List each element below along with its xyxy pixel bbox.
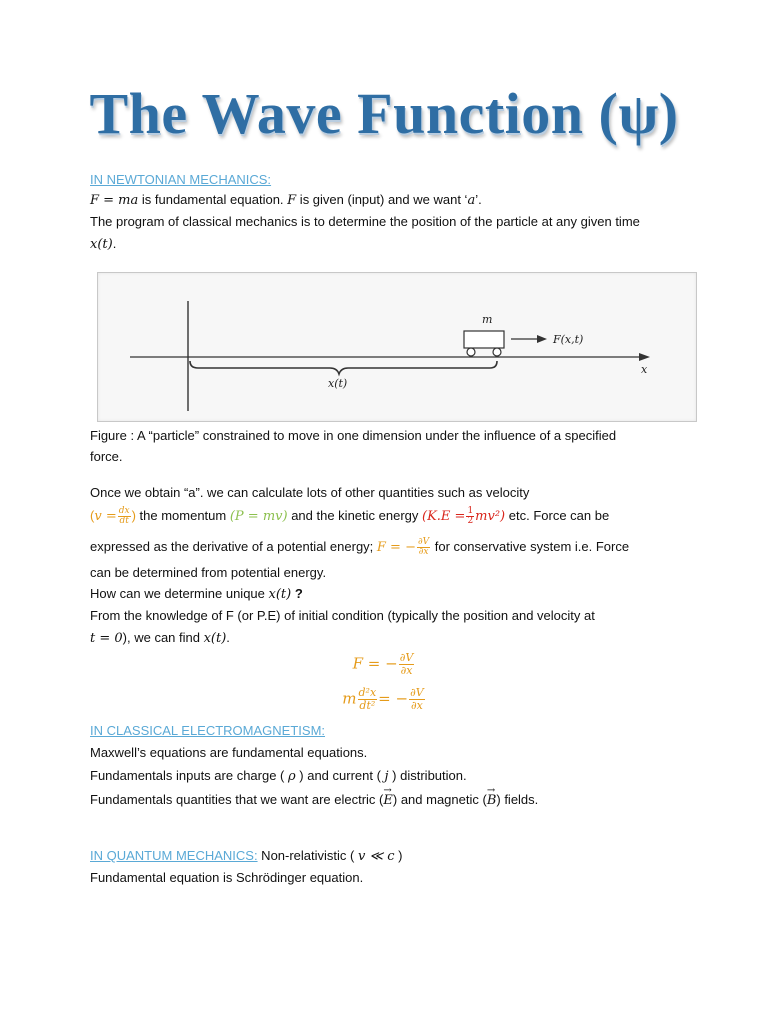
quantities-line-2 (90, 507, 609, 526)
question-mark: ? (291, 586, 303, 601)
cart-body (464, 331, 504, 348)
newton-second-law-equation (0, 687, 768, 712)
text: is fundamental equation. (138, 192, 288, 207)
text: How can we determine unique (90, 586, 269, 601)
frac-den: ∂x (410, 699, 423, 712)
period: . (112, 236, 117, 251)
text: the momentum (135, 508, 230, 523)
frac-num: dx (118, 506, 130, 517)
text: ), we can find (122, 630, 204, 645)
quantities-line-7 (90, 629, 230, 648)
eq-mid: = − (378, 689, 409, 708)
force-label: F(x,t) (553, 333, 584, 346)
text: is given (input) and we want ‘ (296, 192, 468, 207)
frac-num: ∂V (417, 537, 430, 548)
electromagnetism-heading: IN CLASSICAL ELECTROMAGNETISM: (90, 723, 326, 738)
x-axis-label: x (641, 363, 648, 376)
v-equation: v = (94, 509, 117, 524)
rho-math: ρ (288, 769, 296, 784)
quantities-line-5 (90, 585, 303, 604)
force-arrowhead (537, 335, 547, 343)
page-title: The Wave Function (ψ) (89, 81, 679, 146)
nonrelativistic-condition: v ≪ c (357, 849, 395, 864)
program-text: The program of classical mechanics is to determine the position of the particle at any given time (90, 214, 640, 229)
text: ) and current ( (295, 768, 385, 783)
text: ) and magnetic ( (392, 792, 487, 807)
text: for conservative system i.e. Force (431, 539, 630, 554)
frac-den: dt² (359, 699, 376, 712)
d2x-dt2-fraction (358, 687, 378, 712)
paren: ( (90, 508, 95, 523)
eq-m: m (342, 689, 357, 708)
figure-caption-1: Figure : A “particle” constrained to move in one dimension under the influence of a specified (90, 428, 617, 443)
quantum-line-1 (90, 847, 402, 866)
dv-dx-fraction (417, 538, 430, 557)
text: . (226, 630, 230, 645)
quantities-line-3 (90, 538, 629, 557)
frac-num: d²x (358, 686, 377, 699)
frac-den: ∂x (400, 664, 413, 677)
j-math: j (384, 769, 389, 784)
newtonian-heading: IN NEWTONIAN MECHANICS: (90, 172, 272, 187)
cart-wheel-left (467, 348, 475, 356)
quantum-line-2: Fundamental equation is Schrödinger equation. (90, 870, 364, 885)
frac-num: ∂V (399, 651, 414, 664)
b-vector-math: → B (487, 792, 497, 810)
f-equation: F = − (376, 540, 416, 555)
quantities-line-1: Once we obtain “a”. we can calculate lots of other quantities such as velocity (90, 485, 530, 500)
dx-dt-fraction (118, 507, 131, 526)
text: ) distribution. (388, 768, 467, 783)
text: ’. (475, 192, 482, 207)
text: Fundamentals inputs are charge ( (90, 768, 288, 783)
text: ) fields. (496, 792, 539, 807)
frac-den: 2 (467, 516, 474, 527)
text: etc. Force can be (505, 508, 610, 523)
paren: ) (131, 508, 136, 523)
dv-dx-fraction (409, 687, 425, 712)
t-zero-math: t = 0 (90, 631, 123, 646)
e-vector-math: → E (383, 792, 393, 810)
particle-figure (97, 272, 697, 422)
text: and the kinetic energy (287, 508, 422, 523)
half-fraction (466, 507, 474, 526)
ke-equation-a: (K.E = (422, 509, 466, 524)
quantities-line-4: can be determined from potential energy. (90, 565, 327, 580)
frac-den: dt (119, 516, 129, 527)
xt-label: x(t) (328, 377, 348, 390)
text: ) (394, 848, 403, 863)
em-line-3 (90, 791, 538, 810)
em-line-2 (90, 767, 467, 786)
quantum-heading: IN QUANTUM MECHANICS: (90, 848, 258, 863)
xt-math: x(t) (203, 631, 227, 646)
f-ma-math: F = ma (90, 193, 139, 208)
xt-math: x(t) (268, 587, 292, 602)
dv-dx-fraction (399, 652, 415, 677)
force-potential-equation (0, 652, 768, 677)
momentum-equation: (P = mv) (229, 509, 288, 524)
xt-line (90, 235, 116, 254)
figure-caption-2: force. (90, 449, 123, 464)
f-math: F (287, 193, 297, 208)
quantities-line-6: From the knowledge of F (or P.E) of initial condition (typically the position and velocity at (90, 608, 595, 623)
frac-den: ∂x (418, 547, 429, 558)
a-math: a (467, 193, 476, 208)
em-line-1: Maxwell’s equations are fundamental equations. (90, 745, 368, 760)
x-axis-arrowhead (639, 353, 650, 361)
newton-equation-line (90, 191, 482, 210)
frac-num: ∂V (410, 686, 424, 699)
text: Non-relativistic ( (257, 848, 358, 863)
mass-label: m (482, 313, 493, 326)
eq-lhs: F = − (352, 654, 398, 673)
particle-diagram (98, 273, 696, 421)
text: expressed as the derivative of a potential energy; (90, 539, 377, 554)
frac-num: 1 (467, 506, 474, 517)
xt-brace (190, 361, 497, 374)
cart-wheel-right (493, 348, 501, 356)
ke-equation-b: mv²) (475, 509, 506, 524)
text: Fundamentals quantities that we want are electric ( (90, 792, 384, 807)
xt-math: x(t) (90, 237, 113, 252)
